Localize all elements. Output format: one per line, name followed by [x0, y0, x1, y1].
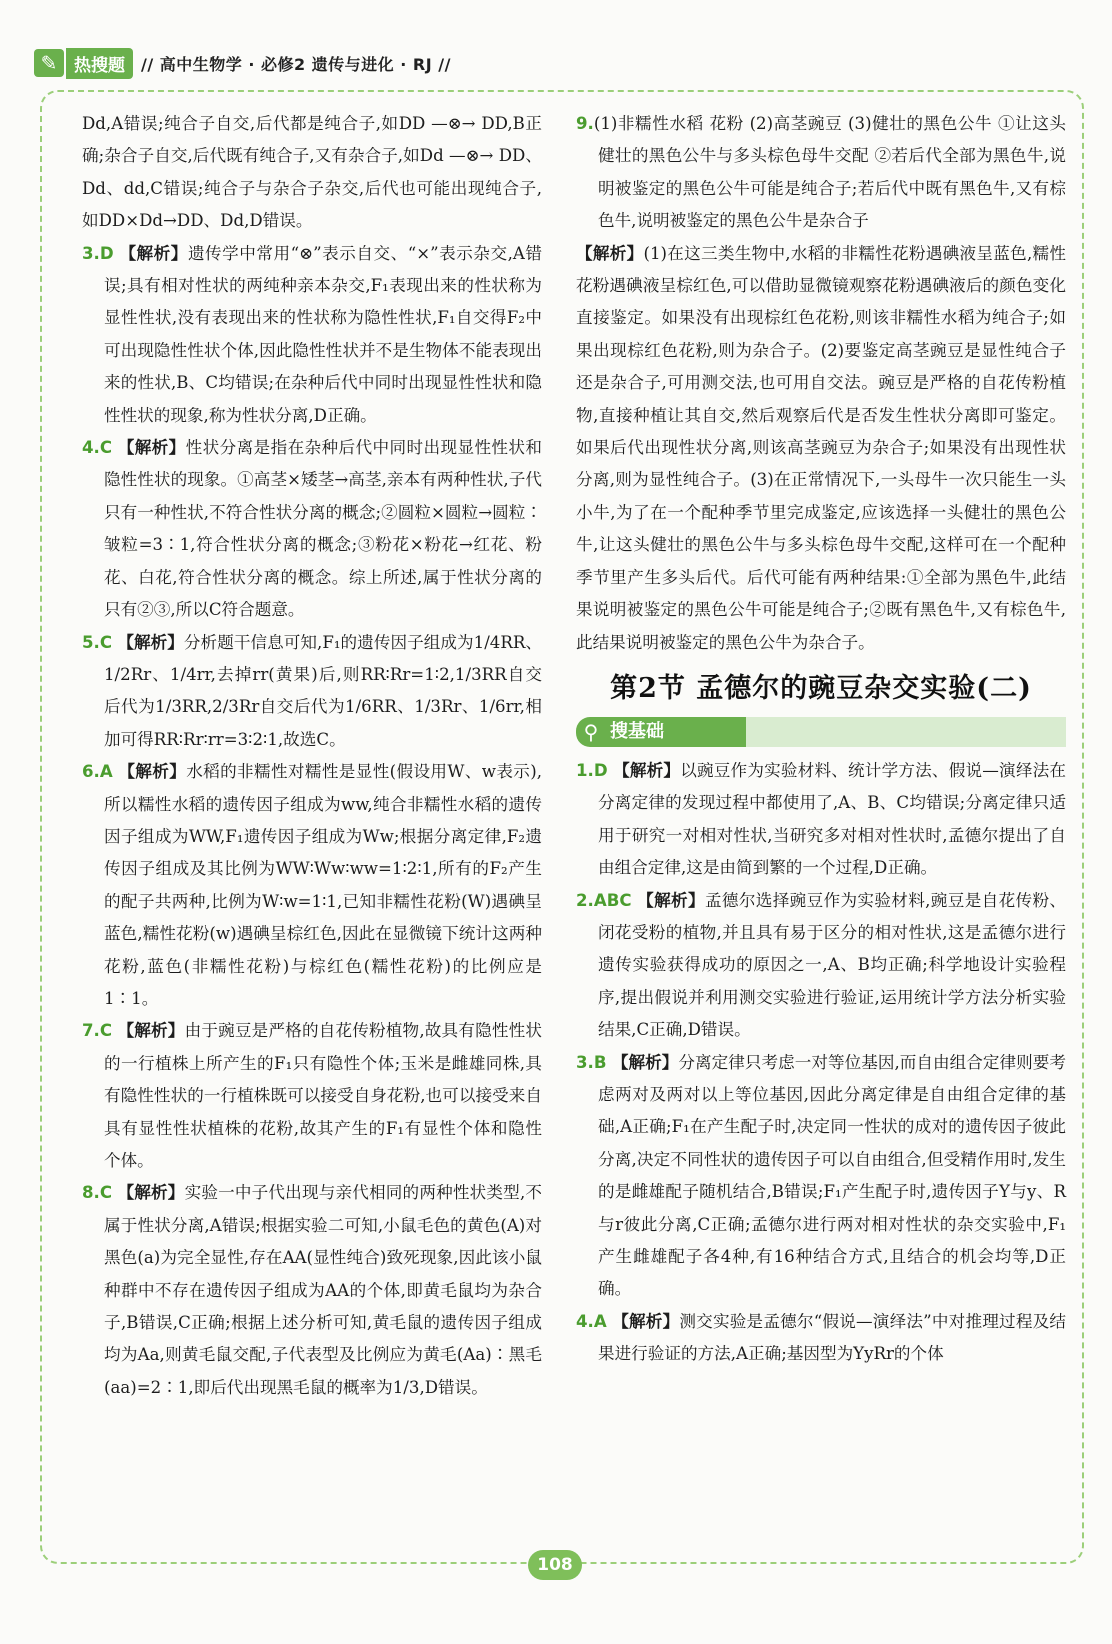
header-badge: 热搜题 [66, 48, 133, 79]
right-column [576, 108, 1066, 1371]
answer-item: 9.(1)非糯性水稻 花粉 (2)高茎豌豆 (3)健壮的黑色公牛 ①让这头健壮的黑色公牛与多头棕色母牛交配 ②若后代全部为黑色牛,说明被鉴定的黑色公牛可能是纯合子;若后代中既有黑色牛,又有棕色牛,说明被鉴定的黑色公牛是杂合子 [576, 114, 1066, 231]
answer-item: 5.C 【解析】分析题干信息可知,F₁的遗传因子组成为1/4RR、1/2Rr、1/4rr,去掉rr(黄果)后,则RR∶Rr=1∶2,1/3RR自交后代为1/3RR,2/3Rr自交后代为1/6RR、1/3Rr、1/6rr,相加可得RR∶Rr∶rr=3∶2∶1,故选C。 [82, 632, 542, 749]
answer-item: 4.C 【解析】性状分离是指在杂种后代中同时出现显性性状和隐性性状的现象。①高茎×矮茎→高茎,亲本有两种性状,子代只有一种性状,不符合性状分离的概念;②圆粒×圆粒→圆粒∶皱粒=3∶1,符合性状分离的概念;③粉花×粉花→红花、粉花、白花,符合性状分离的概念。综上所述,属于性状分离的只有②③,所以C符合题意。 [82, 438, 542, 620]
section-subheader [576, 717, 1066, 747]
answer-item: Dd,A错误;纯合子自交,后代都是纯合子,如DD —⊗→ DD,B正确;杂合子自交,后代既有纯合子,又有杂合子,如Dd —⊗→ DD、Dd、dd,C错误;纯合子与杂合子杂交,后代也可能出现纯合子,如DD×Dd→DD、Dd,D错误。 [82, 114, 542, 231]
breadcrumb: // 高中生物学 · 必修2 遗传与进化 · RJ // [141, 54, 451, 74]
answer-item: 8.C 【解析】实验一中子代出现与亲代相同的两种性状类型,不属于性状分离,A错误;根据实验二可知,小鼠毛色的黄色(A)对黑色(a)为完全显性,存在AA(显性纯合)致死现象,因此该小鼠种群中不存在遗传因子组成为AA的个体,即黄毛鼠均为杂合子,B错误,C正确;根据上述分析可知,黄毛鼠的遗传因子组成均为Aa,则黄毛鼠交配,子代表型及比例应为黄毛(Aa)∶黑毛(aa)=2∶1,即后代出现黑毛鼠的概率为1/3,D错误。 [82, 1183, 542, 1397]
answer-item: 3.B 【解析】分离定律只考虑一对等位基因,而自由组合定律则要考虑两对及两对以上等位基因,因此分离定律是自由组合定律的基础,A正确;F₁在产生配子时,决定同一性状的成对的遗传因子彼此分离,决定不同性状的遗传因子可以自由组合,但受精作用时,发生的是雌雄配子随机结合,B错误;F₁产生配子时,遗传因子Y与y、R与r彼此分离,C正确;孟德尔进行两对相对性状的杂交实验中,F₁产生雌雄配子各4种,有16种结合方式,且结合的机会均等,D正确。 [576, 1052, 1067, 1299]
answer-item: 2.ABC 【解析】孟德尔选择豌豆作为实验材料,豌豆是自花传粉、闭花受粉的植物,并且具有易于区分的相对性状,这是孟德尔进行遗传实验获得成功的原因之一,A、B均正确;科学地设计实验程序,提出假说并利用测交实验进行验证,运用统计学方法分析实验结果,C正确,D错误。 [576, 890, 1066, 1040]
subheader-label: 搜基础 [610, 720, 664, 742]
answer-item: 4.A 【解析】测交实验是孟德尔“假说—演绎法”中对推理过程及结果进行验证的方法,A正确;基因型为YyRr的个体 [576, 1311, 1067, 1364]
edit-note-icon: ✎ [34, 49, 64, 77]
search-icon: ⚲ [583, 719, 599, 744]
page-number: 108 [528, 1550, 582, 1580]
answer-item: 1.D 【解析】以豌豆作为实验材料、统计学方法、假说—演绎法在分离定律的发现过程中都使用了,A、B、C均错误;分离定律只适用于研究一对相对性状,当研究多对相对性状时,孟德尔提出了自由组合定律,这是由简到繁的一个过程,D正确。 [576, 760, 1066, 878]
answer-item: 【解析】(1)在这三类生物中,水稻的非糯性花粉遇碘液呈蓝色,糯性花粉遇碘液呈棕红色,可以借助显微镜观察花粉遇碘液后的颜色变化直接鉴定。如果没有出现棕红色花粉,则该非糯性水稻为纯合子;如果出现棕红色花粉,则为杂合子。(2)要鉴定高茎豌豆是显性纯合子还是杂合子,可用测交法,也可用自交法。豌豆是严格的自花传粉植物,直接种植让其自交,然后观察后代是否发生性状分离即可鉴定。如果后代出现性状分离,则该高茎豌豆为杂合子;如果没有出现性状分离,则为显性纯合子。(3)在正常情况下,一头母牛一次只能生一头小牛,为了在一个配种季节里完成鉴定,应该选择一头健壮的黑色公牛,让这头健壮的黑色公牛与多头棕色母牛交配,这样可在一个配种季节里产生多头后代。后代可能有两种结果:①全部为黑色牛,此结果说明被鉴定的黑色公牛可能是纯合子;②既有黑色牛,又有棕色牛,此结果说明被鉴定的黑色公牛为杂合子。 [576, 243, 1066, 652]
answer-item: 3.D 【解析】遗传学中常用“⊗”表示自交、“×”表示杂交,A错误;具有相对性状的两纯种亲本杂交,F₁表现出来的性状称为显性性状,没有表现出来的性状称为隐性性状,F₁自交得F₂中可出现隐性性状个体,因此隐性性状并不是生物体不能表现出来的性状,B、C均错误;在杂种后代中同时出现显性性状和隐性性状的现象,称为性状分离,D正确。 [82, 243, 542, 425]
answer-item: 6.A 【解析】水稻的非糯性对糯性是显性(假设用W、w表示),所以糯性水稻的遗传因子组成为ww,纯合非糯性水稻的遗传因子组成为WW,F₁遗传因子组成为Ww;根据分离定律,F₂遗传因子组成及其比例为WW∶Ww∶ww=1∶2∶1,所有的F₂产生的配子共两种,比例为W∶w=1∶1,已知非糯性花粉(W)遇碘呈蓝色,糯性花粉(w)遇碘呈棕红色,因此在显微镜下统计这两种花粉,蓝色(非糯性花粉)与棕红色(糯性花粉)的比例应是1∶1。 [82, 762, 543, 1008]
section-title: 第2节 孟德尔的豌豆杂交实验(二) [610, 672, 1032, 704]
left-column [82, 108, 542, 1404]
answer-item: 7.C 【解析】由于豌豆是严格的自花传粉植物,故具有隐性性状的一行植株上所产生的F₁只有隐性个体;玉米是雌雄同株,具有隐性性状的一行植株既可以接受自身花粉,也可以接受来自具有显性性状植株的花粉,故其产生的F₁有显性个体和隐性个体。 [82, 1021, 542, 1170]
page-header [34, 46, 1084, 80]
